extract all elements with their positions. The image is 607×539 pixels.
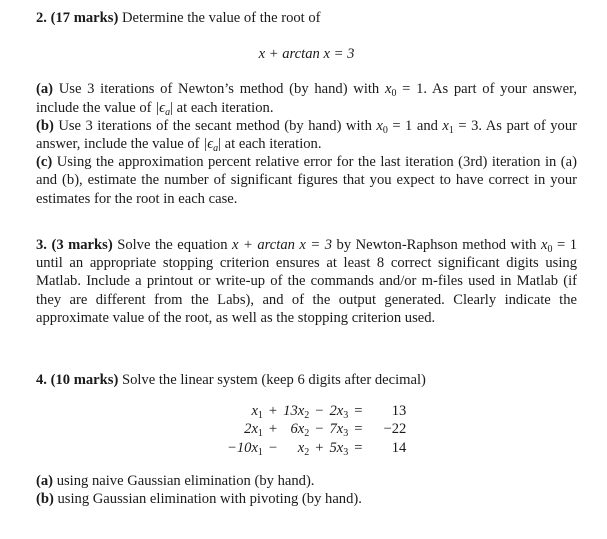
- term: =: [354, 439, 363, 456]
- problem-2-heading: [36, 9, 577, 27]
- problem-4-part-b: (b) using Gaussian elimination with pivoting (by hand).: [36, 491, 362, 508]
- subscript: 1: [257, 428, 263, 440]
- equation-row: [224, 420, 409, 438]
- problem-4-part-a: (a) using naive Gaussian elimination (by hand).: [36, 473, 315, 489]
- problem-3-text: 3. (3 marks) Solve the equation x + arctan x = 3 by Newton-Raphson method with $x_0 = 1$ until an appropriate stopping criterion ensures at least 8 correct significant digits using Matlab. Include a printout or write-up of the commands and/or m-files used in Matlab (if they are different from the Labs), and of the output generated. Clearly indicate the approximate value of the root, as well as the stopping criterion used.: [36, 237, 577, 326]
- term: =: [354, 421, 363, 438]
- term: x: [297, 439, 305, 456]
- equation-cell: [326, 439, 351, 457]
- problem-4-marks: (10 marks): [50, 372, 119, 388]
- problem-4-parts: [36, 472, 577, 508]
- problem-2-marks: (17 marks): [50, 10, 119, 26]
- equation-cell: [351, 420, 365, 438]
- subscript: 1: [257, 446, 263, 458]
- equation-cell: [224, 439, 266, 457]
- term: x: [251, 403, 258, 419]
- problem-2-equation: x + arctan x = 3: [258, 46, 355, 63]
- term: 13x: [283, 403, 305, 419]
- equation-cell: [351, 439, 365, 457]
- equation-cell: [365, 439, 409, 457]
- subscript: 2: [304, 410, 310, 421]
- equation-cell: [280, 439, 312, 457]
- term: +: [315, 439, 324, 456]
- subscript: 3: [343, 410, 349, 421]
- equation-cell: [280, 420, 312, 438]
- term: −: [315, 421, 324, 438]
- problem-3: [36, 236, 577, 327]
- term: 6x: [290, 421, 305, 438]
- equation-cell: [224, 402, 266, 420]
- equation-row: [224, 402, 409, 420]
- problem-2-part-a: (a) Use 3 iterations of Newton’s method (by hand) with $x_0 = 1$. As part of your answer, include the value of $|\epsilon_a|$ at each iteration.: [36, 81, 578, 118]
- problem-3-marks: (3 marks): [51, 237, 113, 253]
- equation-cell: [266, 402, 280, 420]
- term: −: [268, 439, 278, 456]
- part-b-label: (b): [36, 117, 54, 134]
- problem-2-intro: Determine the value of the root of: [121, 10, 321, 26]
- subscript: 3: [343, 428, 349, 440]
- equation-cell: [351, 402, 365, 420]
- equation-row: [224, 439, 409, 457]
- problem-2-part-b: (b) Use 3 iterations of the secant method (by hand) with $x_0 = 1$ and $x_1 = 3$. As part of your answer, include the value of $|\epsilon_a|$ at each iteration.: [36, 117, 578, 155]
- term: 2x: [244, 421, 258, 438]
- term: +: [268, 421, 278, 438]
- equation-cell: [280, 402, 312, 420]
- term: +: [268, 403, 278, 419]
- term: −22: [383, 421, 407, 438]
- equation-cell: [312, 402, 326, 420]
- equation-cell: [266, 420, 280, 438]
- term: 2x: [329, 403, 344, 419]
- problem-2: [36, 9, 577, 208]
- problem-4: [36, 371, 577, 389]
- term: 5x: [329, 439, 344, 456]
- subscript: 1: [257, 410, 263, 421]
- problem-4-number: 4.: [36, 372, 47, 388]
- equation-cell: [224, 420, 266, 438]
- problem-2-part-c: (c) Using the approximation percent relative error for the last iteration (3rd) iteration in (a) and (b), estimate the number of significant figures that you expect to have correct in your estimates for the root in each case.: [36, 154, 577, 207]
- equation-cell: [312, 420, 326, 438]
- linear-system: [224, 402, 409, 457]
- problem-3-number: 3.: [36, 237, 47, 253]
- problem-4-heading: 4. (10 marks) Solve the linear system (keep 6 digits after decimal): [36, 372, 426, 388]
- term: −10x: [227, 439, 258, 456]
- equation-cell: [312, 439, 326, 457]
- equation-cell: [266, 439, 280, 457]
- subscript: 3: [343, 446, 349, 458]
- term: 13: [391, 403, 407, 419]
- term: =: [354, 403, 363, 419]
- problem-2-number: 2.: [36, 10, 47, 26]
- term: −: [315, 403, 324, 419]
- part-a-label: (a): [36, 81, 54, 98]
- subscript: 2: [304, 446, 310, 458]
- equation-cell: [365, 402, 409, 420]
- equation-cell: [326, 420, 351, 438]
- subscript: 2: [304, 428, 310, 440]
- linear-system-table: [224, 402, 409, 457]
- part-c-label: (c): [36, 154, 53, 171]
- term: 14: [391, 439, 407, 456]
- term: 7x: [329, 421, 344, 438]
- equation-cell: [365, 420, 409, 438]
- equation-cell: [326, 402, 351, 420]
